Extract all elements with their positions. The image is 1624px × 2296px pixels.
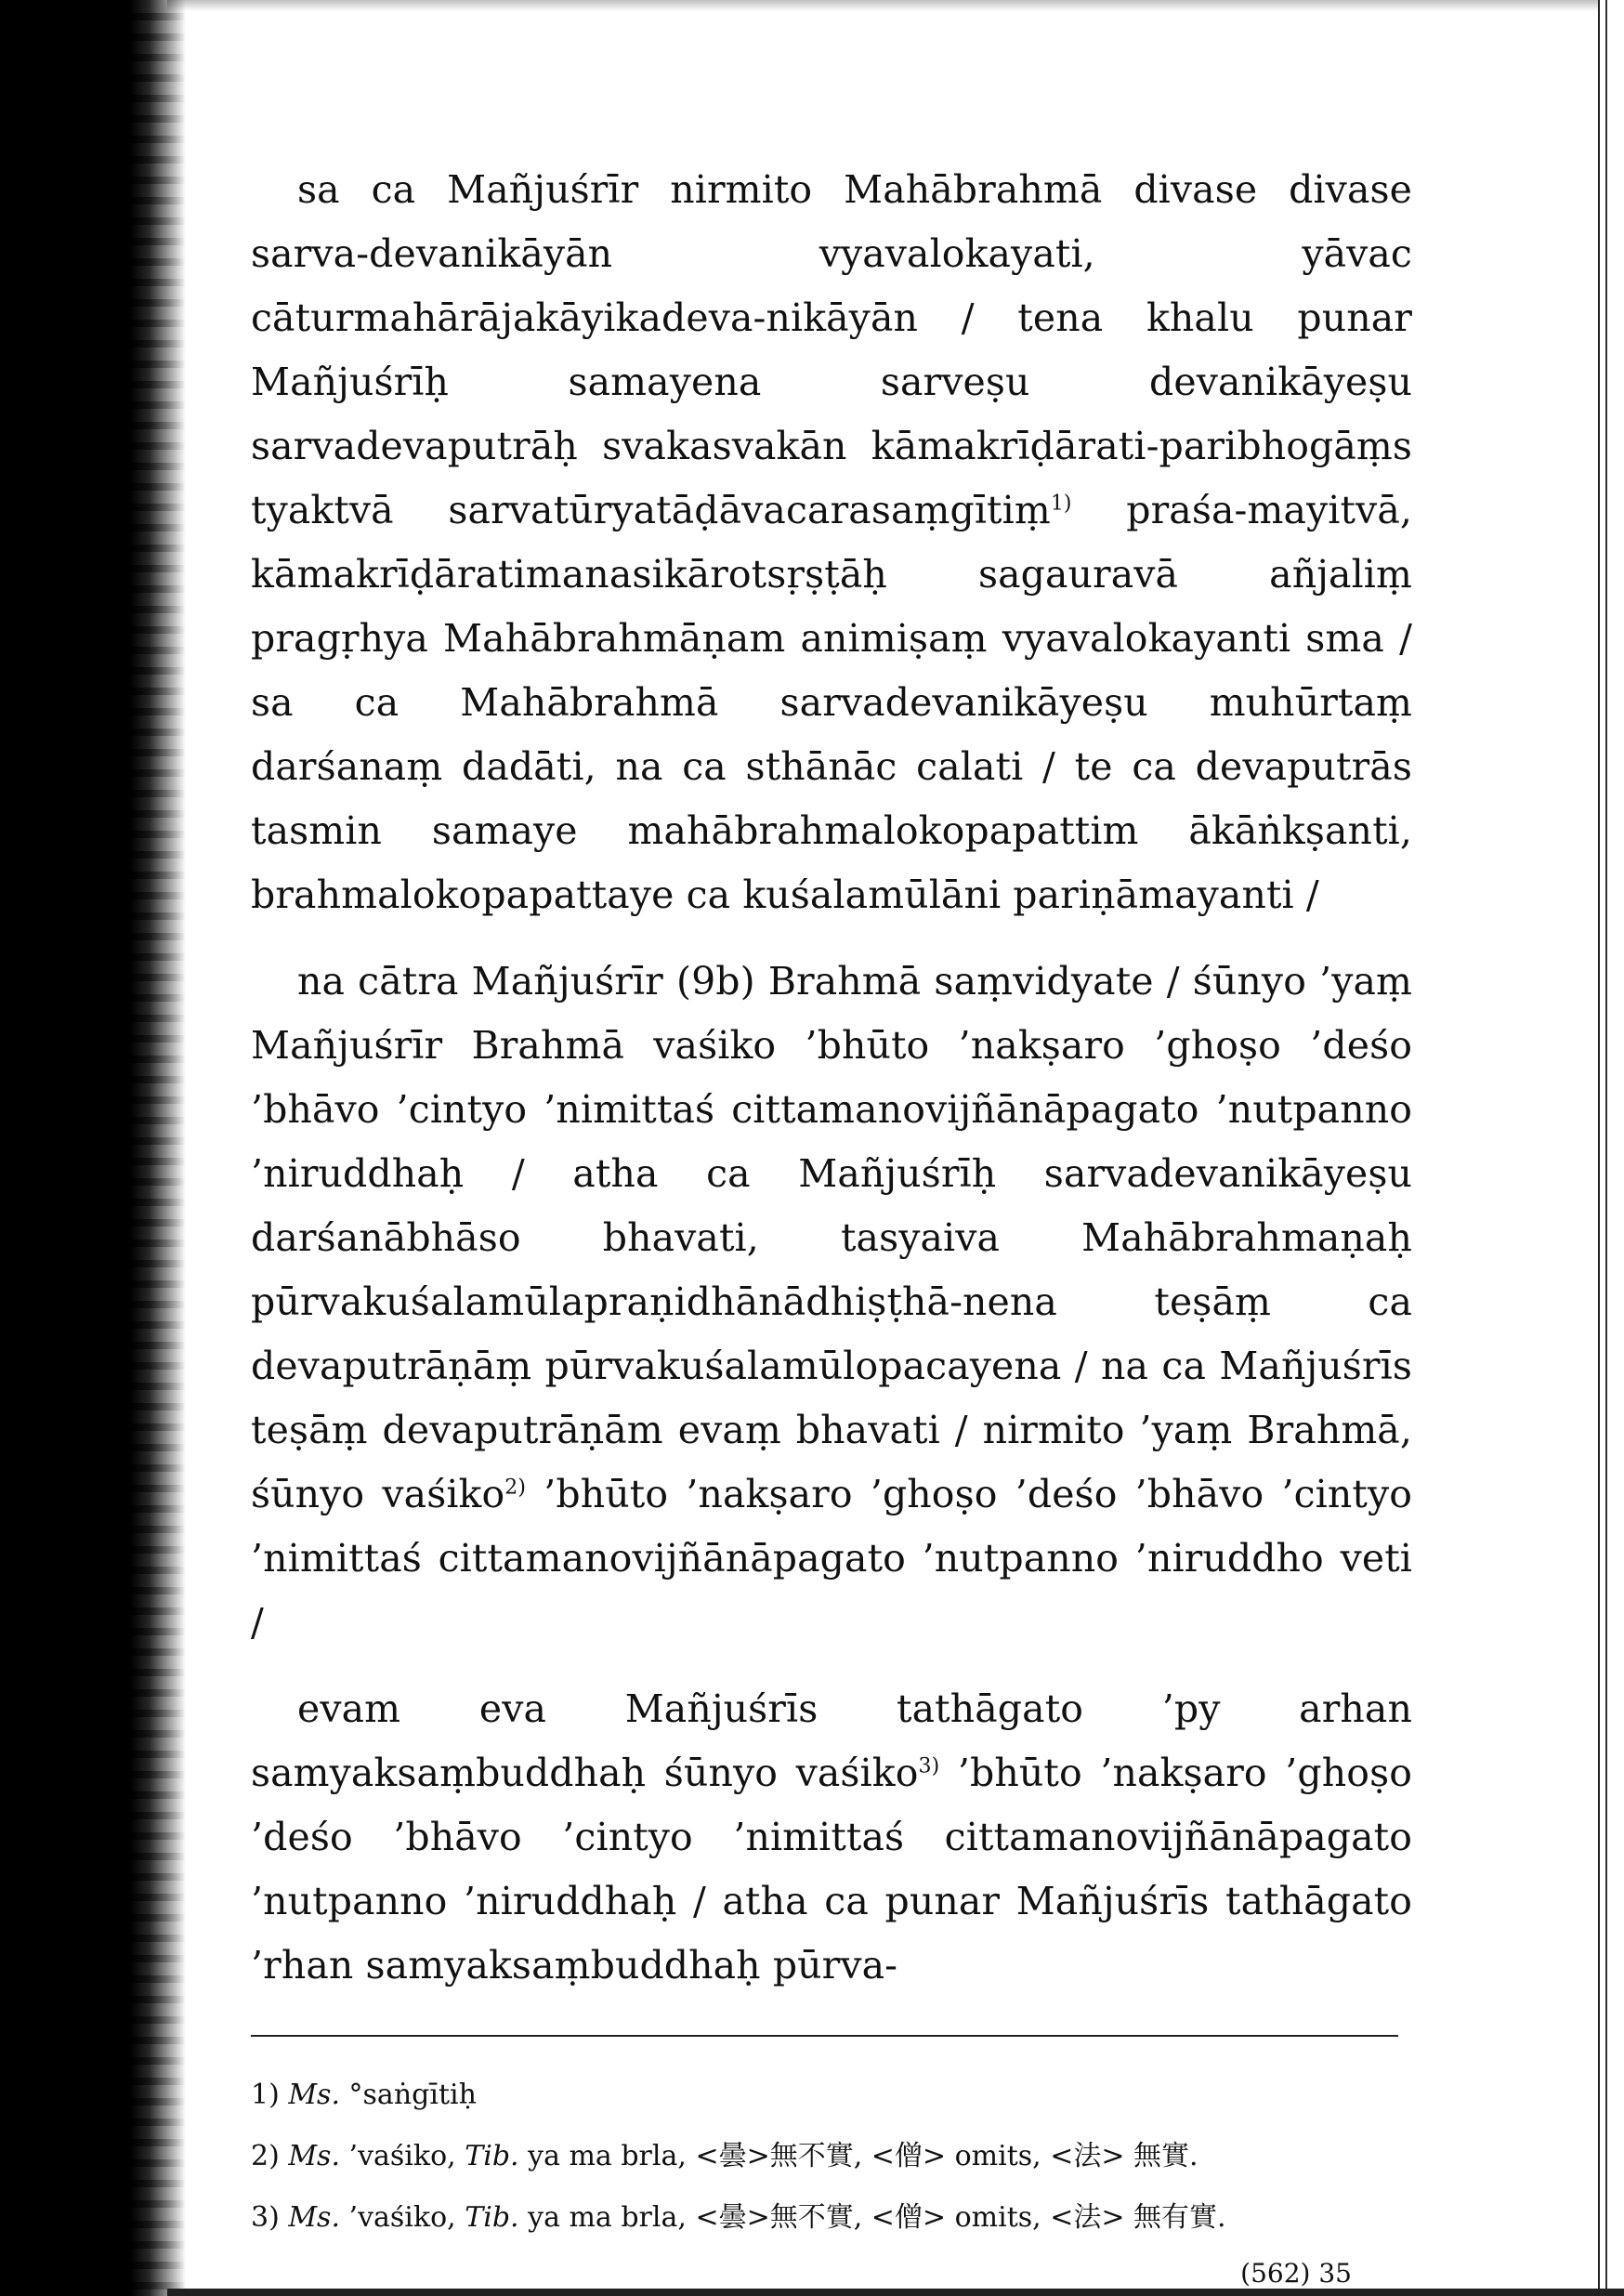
footnote-1-ms-label: Ms. xyxy=(288,2079,340,2111)
page-number: (562) 35 xyxy=(1240,2258,1352,2289)
footnote-3-text: ’vaśiko, xyxy=(340,2201,465,2234)
scan-binding-shadow xyxy=(0,0,186,2296)
paragraph-1-text-a: sa ca Mañjuśrīr nirmito Mahābrahmā divase divase sarva-devanikāyān vyavalokayati, yāvac cāturmahārājakāyikadeva-nikāyān / tena khalu punar Mañjuśrīḥ samayena sarveṣu devanikāyeṣu sarvadevaputrāḥ svakasvakān kāmakrīḍārati-paribhogāṃs tyaktvā sarvatūryatāḍāvacarasaṃgītiṃ xyxy=(251,167,1412,532)
paragraph-3 xyxy=(251,1677,1412,1998)
paragraph-3-text-b: ’bhūto ’nakṣaro ’ghoṣo ’deśo ’bhāvo ’cintyo ’nimittaś cittamanovijñānāpagato ’nutpanno ’niruddhaḥ / atha ca punar Mañjuśrīs tathāgato ’rhan samyaksaṃbuddhaḥ pūrva- xyxy=(251,1751,1412,1988)
footnote-1-text: °saṅgītiḥ xyxy=(340,2079,477,2111)
footnote-1 xyxy=(251,2065,1412,2126)
footnote-2 xyxy=(251,2126,1412,2187)
footnote-2-rest: ya ma brla, <曇>無不實, <僧> omits, <法> 無實. xyxy=(518,2140,1198,2172)
footnote-2-ms-label: Ms. xyxy=(288,2140,340,2172)
paragraph-1 xyxy=(251,158,1412,927)
footnote-divider xyxy=(251,2035,1398,2037)
paragraph-2-text-b: ’bhūto ’nakṣaro ’ghoṣo ’deśo ’bhāvo ’cintyo ’nimittaś cittamanovijñānāpagato ’nutpanno ’niruddho veti / xyxy=(251,1472,1412,1645)
footnote-2-tib-label: Tib. xyxy=(465,2140,519,2172)
footnote-3-tib-label: Tib. xyxy=(465,2201,519,2234)
footnote-2-text: ’vaśiko, xyxy=(340,2140,465,2172)
footnote-2-number: 2) xyxy=(251,2140,280,2172)
footnote-3-rest: ya ma brla, <曇>無不實, <僧> omits, <法> 無有實. xyxy=(518,2201,1226,2234)
scan-bottom-edge xyxy=(167,2289,1624,2296)
footnote-3 xyxy=(251,2187,1412,2249)
paragraph-3-text-a: evam eva Mañjuśrīs tathāgato ’py arhan samyaksaṃbuddhaḥ śūnyo vaśiko xyxy=(251,1686,1412,1795)
footnote-ref-3[interactable]: 3) xyxy=(918,1754,940,1778)
footnote-ref-1[interactable]: 1) xyxy=(1050,492,1072,516)
footnote-3-number: 3) xyxy=(251,2201,280,2234)
paragraph-2 xyxy=(251,950,1412,1655)
paragraph-1-text-b: praśa-mayitvā, kāmakrīḍāratimanasikārotsṛṣṭāḥ sagauravā añjaliṃ pragṛhya Mahābrahmāṇam animiṣaṃ vyavalokayanti sma / sa ca Mahābrahmā sarvadevanikāyeṣu muhūrtaṃ darśanaṃ dadāti, na ca sthānāc calati / te ca devaputrās tasmin samaye mahābrahmalokopapattim ākāṅkṣanti, brahmalokopapattaye ca kuśalamūlāni pariṇāmayanti / xyxy=(251,488,1412,917)
footnote-1-number: 1) xyxy=(251,2079,280,2111)
scan-top-edge xyxy=(167,0,1624,11)
footnote-ref-2[interactable]: 2) xyxy=(504,1476,527,1500)
footnote-3-ms-label: Ms. xyxy=(288,2201,340,2234)
page-body xyxy=(251,158,1412,2289)
scan-right-edge xyxy=(1598,0,1624,2296)
paragraph-2-text-a: na cātra Mañjuśrīr (9b) Brahmā saṃvidyate / śūnyo ’yaṃ Mañjuśrīr Brahmā vaśiko ’bhūto ’nakṣaro ’ghoṣo ’deśo ’bhāvo ’cintyo ’nimittaś cittamanovijñānāpagato ’nutpanno ’niruddhaḥ / atha ca Mañjuśrīḥ sarvadevanikāyeṣu darśanābhāso bhavati, tasyaiva Mahābrahmaṇaḥ pūrvakuśalamūlapraṇidhānādhiṣṭhā-nena teṣāṃ ca devaputrāṇāṃ pūrvakuśalamūlopacayena / na ca Mañjuśrīs teṣāṃ devaputrāṇām evaṃ bhavati / nirmito ’yaṃ Brahmā, śūnyo vaśiko xyxy=(251,959,1412,1516)
